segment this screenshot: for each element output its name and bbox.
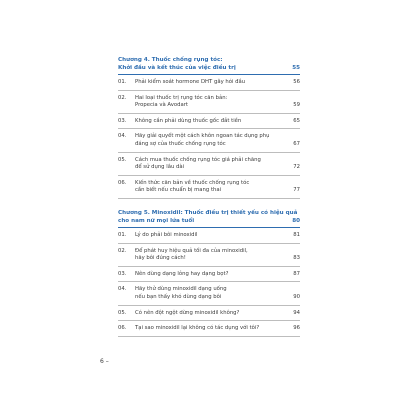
toc-entry[interactable] <box>118 228 300 244</box>
toc-entry-number: 02. <box>118 94 127 101</box>
chapter-4-page-number: 55 <box>292 65 300 71</box>
toc-entry-title-line: Cách mua thuốc chống rụng tóc giá phải chăng <box>135 156 261 163</box>
toc-entry-title-line: Tại sao minoxidil lại không có tác dụng với tôi? <box>135 325 260 332</box>
toc-entry-title-line: Hãy thử dùng minoxidil dạng uống <box>135 286 227 293</box>
toc-entry-page-number: 59 <box>293 102 300 109</box>
toc-entry-number: 06. <box>118 325 127 332</box>
toc-entry-number: 05. <box>118 156 127 163</box>
toc-entry-title-line: Không cần phải dùng thuốc gốc đắt tiền <box>135 117 242 124</box>
toc-entry[interactable] <box>118 267 300 283</box>
toc-entry-number: 02. <box>118 247 127 254</box>
toc-entry-page-number: 72 <box>293 164 300 171</box>
toc-entry-page-number: 67 <box>293 140 300 147</box>
chapter-5-title-text: cho nam nữ mọi lứa tuổi <box>118 217 195 224</box>
chapter-4-title-line-2 <box>118 64 300 72</box>
toc-entry[interactable] <box>118 282 300 305</box>
toc-entry-page-number: 94 <box>293 309 300 316</box>
chapter-5-title-line-1: Chương 5. Minoxidil: Thuốc điều trị thiết yếu có hiệu quả <box>118 209 298 216</box>
toc-entry-title <box>135 271 300 279</box>
toc-entry-number: 01. <box>118 79 127 85</box>
toc-entry[interactable] <box>118 244 300 267</box>
chapter-5-heading[interactable] <box>118 209 300 228</box>
toc-entry[interactable] <box>118 91 300 114</box>
toc-entry-page-number: 96 <box>293 325 300 332</box>
toc-entry-page-number: 56 <box>293 79 300 85</box>
toc-entry-number: 03. <box>118 270 127 277</box>
chapter-4-entries <box>118 75 300 199</box>
chapter-4-title-line-1: Chương 4. Thuốc chống rụng tóc: <box>118 57 223 63</box>
toc-entry-title <box>135 180 300 195</box>
toc-entry-number: 03. <box>118 117 127 124</box>
toc-entry[interactable] <box>118 306 300 322</box>
toc-entry-title-line: Hãy giải quyết một cách khôn ngoan tác dụng phụ <box>135 133 270 140</box>
table-of-contents <box>118 56 300 337</box>
toc-entry-page-number: 81 <box>293 231 300 238</box>
toc-entry[interactable] <box>118 153 300 176</box>
toc-entry[interactable] <box>118 114 300 130</box>
toc-entry-title <box>135 325 300 333</box>
toc-entry-title <box>135 286 300 301</box>
toc-entry-number: 05. <box>118 309 127 316</box>
toc-entry-page-number: 90 <box>293 293 300 300</box>
toc-entry-title <box>135 95 300 110</box>
toc-entry-title <box>135 133 300 148</box>
toc-entry-title <box>135 310 300 318</box>
toc-entry-title-line: Kiến thức căn bản về thuốc chống rụng tóc <box>135 179 250 186</box>
chapter-5-title-line-2 <box>118 217 300 225</box>
toc-entry-page-number: 83 <box>293 255 300 262</box>
toc-entry-page-number: 87 <box>293 270 300 277</box>
toc-entry-number: 06. <box>118 179 127 186</box>
toc-entry-title <box>135 118 300 126</box>
toc-entry-title-line: Lý do phải bôi minoxidil <box>135 231 198 238</box>
chapter-4-heading[interactable] <box>118 56 300 75</box>
chapter-4-title-text: Khởi đầu và kết thúc của việc điều trị <box>118 65 236 71</box>
toc-entry-title-line: hãy bôi đúng cách! <box>135 255 186 262</box>
toc-entry-title <box>135 157 300 172</box>
toc-entry[interactable] <box>118 321 300 337</box>
toc-entry[interactable] <box>118 176 300 199</box>
toc-entry-number: 04. <box>118 133 127 140</box>
toc-entry-title-line: đáng sợ của thuốc chống rụng tóc <box>135 140 226 147</box>
toc-entry-number: 04. <box>118 286 127 293</box>
toc-entry-page-number: 65 <box>293 117 300 124</box>
toc-entry-title-line: để sử dụng lâu dài <box>135 164 185 171</box>
toc-entry-page-number: 77 <box>293 187 300 194</box>
toc-entry-title-line: nếu bạn thấy khó dùng dạng bôi <box>135 293 222 300</box>
toc-entry-title-line: Propecia và Avodart <box>135 102 188 109</box>
toc-entry[interactable] <box>118 129 300 152</box>
page-footer-number: 6 – <box>100 358 109 365</box>
toc-entry[interactable] <box>118 75 300 91</box>
toc-entry-title-line: Hai loại thuốc trị rụng tóc căn bản: <box>135 94 228 101</box>
chapter-5-entries <box>118 228 300 337</box>
toc-entry-title-line: cần biết nếu chuẩn bị mang thai <box>135 187 222 194</box>
toc-entry-title <box>135 79 300 87</box>
toc-entry-title-line: Phải kiểm soát hormone DHT gây hói đầu <box>135 79 246 85</box>
toc-entry-title <box>135 232 300 240</box>
chapter-5-page-number: 80 <box>292 217 300 224</box>
toc-entry-title-line: Có nên đột ngột dừng minoxidil không? <box>135 309 240 316</box>
toc-entry-title <box>135 248 300 263</box>
toc-entry-number: 01. <box>118 231 127 238</box>
toc-entry-title-line: Nên dùng dạng lỏng hay dạng bọt? <box>135 270 229 277</box>
toc-entry-title-line: Để phát huy hiệu quả tối đa của minoxidil, <box>135 247 248 254</box>
